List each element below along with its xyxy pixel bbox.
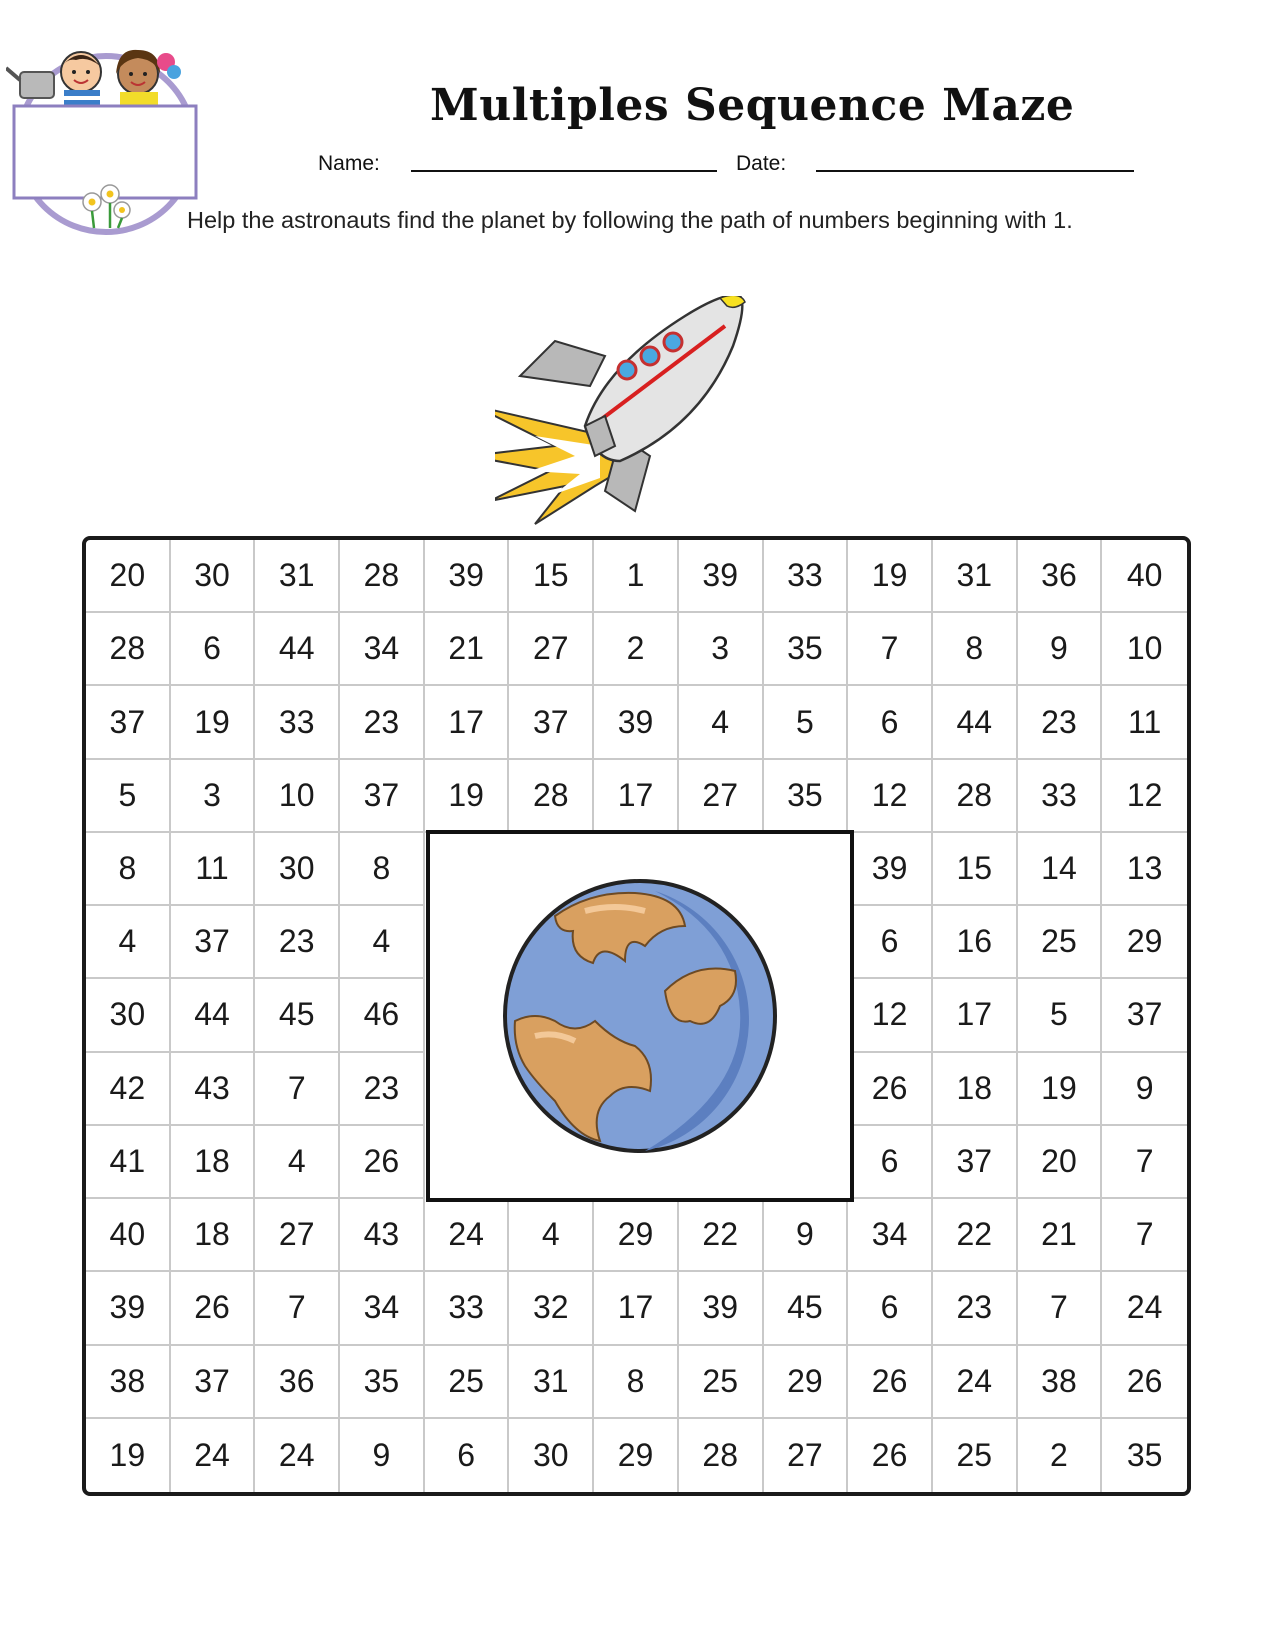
- maze-cell[interactable]: 44: [933, 686, 1018, 759]
- maze-cell[interactable]: 27: [509, 613, 594, 686]
- maze-cell[interactable]: 6: [848, 1126, 933, 1199]
- maze-cell[interactable]: 3: [679, 613, 764, 686]
- maze-cell[interactable]: 39: [425, 540, 510, 613]
- maze-cell[interactable]: 37: [1102, 979, 1187, 1052]
- maze-cell[interactable]: 19: [171, 686, 256, 759]
- maze-cell[interactable]: 5: [86, 760, 171, 833]
- maze-cell[interactable]: 25: [1018, 906, 1103, 979]
- maze-cell[interactable]: 2: [594, 613, 679, 686]
- maze-cell[interactable]: 26: [340, 1126, 425, 1199]
- maze-cell[interactable]: 25: [425, 1346, 510, 1419]
- maze-cell[interactable]: 23: [1018, 686, 1103, 759]
- maze-cell[interactable]: 31: [509, 1346, 594, 1419]
- maze-cell[interactable]: 7: [848, 613, 933, 686]
- maze-cell[interactable]: 34: [848, 1199, 933, 1272]
- maze-cell[interactable]: 2: [1018, 1419, 1103, 1492]
- maze-cell[interactable]: 12: [848, 760, 933, 833]
- maze-cell[interactable]: 31: [933, 540, 1018, 613]
- maze-cell[interactable]: 18: [171, 1126, 256, 1199]
- maze-cell[interactable]: 33: [1018, 760, 1103, 833]
- maze-cell[interactable]: 40: [86, 1199, 171, 1272]
- maze-cell[interactable]: 7: [1018, 1272, 1103, 1345]
- maze-cell[interactable]: 4: [679, 686, 764, 759]
- maze-cell[interactable]: 44: [255, 613, 340, 686]
- maze-cell[interactable]: 8: [86, 833, 171, 906]
- maze-cell[interactable]: 21: [1018, 1199, 1103, 1272]
- watering-can-icon: [6, 68, 54, 98]
- maze-cell[interactable]: 24: [425, 1199, 510, 1272]
- maze-cell[interactable]: 5: [1018, 979, 1103, 1052]
- maze-cell[interactable]: 17: [594, 760, 679, 833]
- maze-cell[interactable]: 15: [509, 540, 594, 613]
- maze-cell[interactable]: 37: [171, 1346, 256, 1419]
- maze-cell[interactable]: 24: [255, 1419, 340, 1492]
- maze-cell[interactable]: 18: [933, 1053, 1018, 1126]
- maze-cell[interactable]: 34: [340, 1272, 425, 1345]
- maze-cell[interactable]: 29: [1102, 906, 1187, 979]
- maze-cell[interactable]: 4: [509, 1199, 594, 1272]
- maze-cell[interactable]: 40: [1102, 540, 1187, 613]
- maze-cell[interactable]: 9: [340, 1419, 425, 1492]
- maze-cell[interactable]: 24: [1102, 1272, 1187, 1345]
- maze-cell[interactable]: 28: [679, 1419, 764, 1492]
- maze-cell[interactable]: 6: [848, 686, 933, 759]
- name-field[interactable]: [411, 170, 717, 172]
- maze-cell[interactable]: 7: [255, 1053, 340, 1126]
- maze-cell[interactable]: 35: [1126, 1436, 1163, 1473]
- maze-cell[interactable]: 8: [594, 1346, 679, 1419]
- maze-cell[interactable]: 20: [86, 540, 171, 613]
- maze-cell[interactable]: 34: [340, 613, 425, 686]
- maze-cell[interactable]: 8: [933, 613, 1018, 686]
- maze-cell[interactable]: 43: [171, 1053, 256, 1126]
- maze-cell[interactable]: 45: [255, 979, 340, 1052]
- maze-cell[interactable]: 9: [1018, 613, 1103, 686]
- maze-cell[interactable]: 15: [933, 833, 1018, 906]
- maze-cell[interactable]: 23: [255, 906, 340, 979]
- maze-cell[interactable]: 24: [171, 1419, 256, 1492]
- maze-cell[interactable]: 37: [171, 906, 256, 979]
- maze-cell[interactable]: 4: [255, 1126, 340, 1199]
- maze-cell[interactable]: 8: [340, 833, 425, 906]
- kids-logo-icon: [6, 44, 206, 244]
- maze-cell[interactable]: 11: [1102, 686, 1187, 759]
- maze-cell[interactable]: 14: [1018, 833, 1103, 906]
- maze-cell[interactable]: 10: [1102, 613, 1187, 686]
- maze-cell[interactable]: 20: [1018, 1126, 1103, 1199]
- maze-cell[interactable]: 27: [679, 760, 764, 833]
- maze-cell[interactable]: 12: [848, 979, 933, 1052]
- maze-cell[interactable]: 30: [171, 540, 256, 613]
- maze-cell[interactable]: 19: [1018, 1053, 1103, 1126]
- date-label: Date:: [736, 152, 787, 175]
- instructions: Help the astronauts find the planet by following the path of numbers beginning with 1.: [187, 207, 1073, 233]
- maze-cell[interactable]: 7: [255, 1272, 340, 1345]
- maze-grid: [82, 536, 1191, 1496]
- maze-cell[interactable]: 10: [255, 760, 340, 833]
- maze-cell[interactable]: 36: [255, 1346, 340, 1419]
- maze-cell[interactable]: 26: [171, 1272, 256, 1345]
- girl-icon: [116, 50, 181, 110]
- maze-cell[interactable]: 30: [86, 979, 171, 1052]
- maze-cell[interactable]: 26: [848, 1346, 933, 1419]
- maze-cell[interactable]: 6: [848, 906, 933, 979]
- maze-cell[interactable]: 9: [1102, 1053, 1187, 1126]
- maze-cell[interactable]: 26: [848, 1053, 933, 1126]
- maze-cell[interactable]: 33: [425, 1272, 510, 1345]
- maze-cell[interactable]: 6: [848, 1272, 933, 1345]
- maze-cell[interactable]: 18: [171, 1199, 256, 1272]
- maze-cell[interactable]: 46: [340, 979, 425, 1052]
- name-label: Name:: [318, 152, 380, 175]
- maze-cell[interactable]: 28: [509, 760, 594, 833]
- maze-cell[interactable]: 25: [679, 1346, 764, 1419]
- maze-cell[interactable]: 9: [764, 1199, 849, 1272]
- maze-cell[interactable]: 19: [425, 760, 510, 833]
- date-field[interactable]: [816, 170, 1134, 172]
- maze-cell[interactable]: 37: [933, 1126, 1018, 1199]
- maze-cell[interactable]: 43: [340, 1199, 425, 1272]
- maze-cell[interactable]: 17: [425, 686, 510, 759]
- maze-cell[interactable]: 45: [764, 1272, 849, 1345]
- maze-cell[interactable]: 42: [86, 1053, 171, 1126]
- maze-cell[interactable]: 19: [86, 1419, 171, 1492]
- boy-icon: [61, 52, 101, 110]
- maze-cell[interactable]: 39: [679, 1272, 764, 1345]
- maze-cell[interactable]: 32: [509, 1272, 594, 1345]
- maze-cell[interactable]: 17: [594, 1272, 679, 1345]
- maze-cell[interactable]: 16: [933, 906, 1018, 979]
- maze-cell[interactable]: 6: [171, 613, 256, 686]
- maze-cell[interactable]: 19: [848, 540, 933, 613]
- maze-cell[interactable]: 4: [86, 906, 171, 979]
- maze-cell[interactable]: 37: [340, 760, 425, 833]
- maze-cell[interactable]: 13: [1102, 833, 1187, 906]
- planet-box: [426, 830, 854, 1202]
- maze-cell[interactable]: 39: [86, 1272, 171, 1345]
- maze-cell[interactable]: 33: [764, 540, 849, 613]
- maze-cell[interactable]: 35: [340, 1346, 425, 1419]
- maze-cell[interactable]: 41: [86, 1126, 171, 1199]
- maze-cell[interactable]: 29: [594, 1199, 679, 1272]
- maze-cell[interactable]: 21: [425, 613, 510, 686]
- maze-cell[interactable]: 23: [340, 1053, 425, 1126]
- maze-cell[interactable]: 35: [764, 613, 849, 686]
- maze-cell[interactable]: 29: [594, 1419, 679, 1492]
- maze-cell[interactable]: 23: [933, 1272, 1018, 1345]
- maze-cell[interactable]: 7: [1102, 1199, 1187, 1272]
- maze-cell[interactable]: 1: [594, 540, 679, 613]
- maze-cell[interactable]: 44: [171, 979, 256, 1052]
- maze-cell[interactable]: 30: [509, 1419, 594, 1492]
- rocket-icon: [495, 296, 795, 526]
- maze-cell[interactable]: 37: [509, 686, 594, 759]
- planet-icon: [495, 871, 785, 1161]
- maze-cell[interactable]: 36: [1018, 540, 1103, 613]
- maze-cell[interactable]: 30: [255, 833, 340, 906]
- maze-cell[interactable]: 29: [764, 1346, 849, 1419]
- maze-cell[interactable]: 39: [848, 833, 933, 906]
- maze-cell[interactable]: 5: [764, 686, 849, 759]
- maze-cell[interactable]: 28: [340, 540, 425, 613]
- maze-cell[interactable]: 28: [933, 760, 1018, 833]
- maze-cell[interactable]: 37: [86, 686, 171, 759]
- maze-cell[interactable]: 27: [255, 1199, 340, 1272]
- maze-cell[interactable]: 33: [255, 686, 340, 759]
- maze-cell[interactable]: 24: [933, 1346, 1018, 1419]
- maze-cell[interactable]: 4: [340, 906, 425, 979]
- page-title: Multiples Sequence Maze: [430, 80, 1075, 131]
- maze-cell[interactable]: 17: [933, 979, 1018, 1052]
- maze-cell[interactable]: 35: [764, 760, 849, 833]
- maze-cell[interactable]: 6: [425, 1419, 510, 1492]
- maze-cell[interactable]: 38: [86, 1346, 171, 1419]
- maze-cell[interactable]: 7: [1102, 1126, 1187, 1199]
- maze-cell[interactable]: 39: [594, 686, 679, 759]
- maze-cell[interactable]: 22: [679, 1199, 764, 1272]
- maze-cell[interactable]: 11: [171, 833, 256, 906]
- maze-cell[interactable]: 12: [1102, 760, 1187, 833]
- maze-cell[interactable]: 39: [679, 540, 764, 613]
- maze-cell[interactable]: 38: [1018, 1346, 1103, 1419]
- maze-cell[interactable]: 25: [933, 1419, 1018, 1492]
- maze-cell[interactable]: 28: [86, 613, 171, 686]
- maze-cell[interactable]: 31: [255, 540, 340, 613]
- maze-cell[interactable]: 26: [848, 1419, 933, 1492]
- maze-cell[interactable]: 22: [933, 1199, 1018, 1272]
- maze-cell[interactable]: 3: [171, 760, 256, 833]
- maze-cell[interactable]: 26: [1102, 1346, 1187, 1419]
- maze-cell[interactable]: 27: [764, 1419, 849, 1492]
- maze-cell[interactable]: 23: [340, 686, 425, 759]
